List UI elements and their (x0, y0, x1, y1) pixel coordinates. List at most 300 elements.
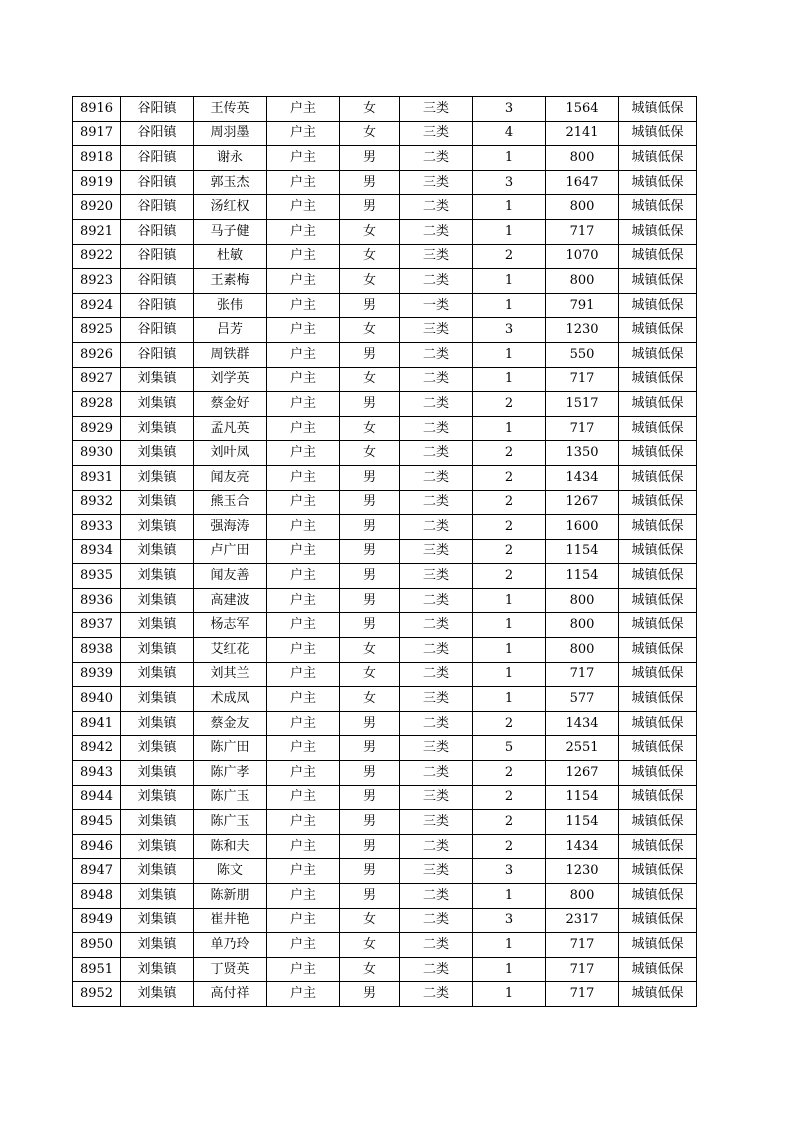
household-size-cell: 1 (473, 933, 546, 958)
household-size-cell: 2 (473, 441, 546, 466)
assistance-type-cell: 城镇低保 (619, 539, 697, 564)
amount-cell: 1647 (546, 170, 619, 195)
gender-cell: 男 (340, 982, 400, 1007)
table-row (73, 539, 697, 564)
name-cell: 孟凡英 (194, 416, 267, 441)
table-row (73, 392, 697, 417)
name-cell: 王传英 (194, 97, 267, 122)
table-row (73, 515, 697, 540)
record-id-cell: 8924 (73, 293, 121, 318)
relation-cell: 户主 (267, 859, 340, 884)
household-size-cell: 1 (473, 219, 546, 244)
town-cell: 刘集镇 (121, 711, 194, 736)
town-cell: 谷阳镇 (121, 170, 194, 195)
category-cell: 三类 (400, 859, 473, 884)
category-cell: 二类 (400, 588, 473, 613)
amount-cell: 800 (546, 884, 619, 909)
assistance-type-cell: 城镇低保 (619, 662, 697, 687)
town-cell: 刘集镇 (121, 662, 194, 687)
record-id-cell: 8947 (73, 859, 121, 884)
amount-cell: 1154 (546, 539, 619, 564)
name-cell: 刘其兰 (194, 662, 267, 687)
assistance-type-cell: 城镇低保 (619, 687, 697, 712)
category-cell: 三类 (400, 170, 473, 195)
relation-cell: 户主 (267, 908, 340, 933)
record-id-cell: 8940 (73, 687, 121, 712)
record-id-cell: 8950 (73, 933, 121, 958)
town-cell: 刘集镇 (121, 588, 194, 613)
name-cell: 吕芳 (194, 318, 267, 343)
household-size-cell: 2 (473, 810, 546, 835)
town-cell: 谷阳镇 (121, 244, 194, 269)
gender-cell: 男 (340, 490, 400, 515)
relation-cell: 户主 (267, 195, 340, 220)
table-row (73, 859, 697, 884)
category-cell: 二类 (400, 146, 473, 171)
household-size-cell: 1 (473, 195, 546, 220)
household-size-cell: 3 (473, 859, 546, 884)
name-cell: 周铁群 (194, 342, 267, 367)
category-cell: 三类 (400, 564, 473, 589)
record-id-cell: 8944 (73, 785, 121, 810)
table-row (73, 146, 697, 171)
household-size-cell: 3 (473, 908, 546, 933)
record-id-cell: 8930 (73, 441, 121, 466)
category-cell: 二类 (400, 441, 473, 466)
town-cell: 刘集镇 (121, 933, 194, 958)
name-cell: 单乃玲 (194, 933, 267, 958)
amount-cell: 717 (546, 662, 619, 687)
assistance-type-cell: 城镇低保 (619, 884, 697, 909)
household-size-cell: 2 (473, 392, 546, 417)
amount-cell: 550 (546, 342, 619, 367)
category-cell: 二类 (400, 367, 473, 392)
assistance-type-cell: 城镇低保 (619, 736, 697, 761)
relation-cell: 户主 (267, 761, 340, 786)
category-cell: 二类 (400, 834, 473, 859)
town-cell: 刘集镇 (121, 957, 194, 982)
category-cell: 二类 (400, 416, 473, 441)
gender-cell: 男 (340, 195, 400, 220)
amount-cell: 800 (546, 146, 619, 171)
record-id-cell: 8927 (73, 367, 121, 392)
assistance-type-cell: 城镇低保 (619, 121, 697, 146)
assistance-type-cell: 城镇低保 (619, 441, 697, 466)
record-id-cell: 8937 (73, 613, 121, 638)
town-cell: 刘集镇 (121, 564, 194, 589)
table-row (73, 564, 697, 589)
record-id-cell: 8926 (73, 342, 121, 367)
table-row (73, 293, 697, 318)
name-cell: 丁贤英 (194, 957, 267, 982)
household-size-cell: 1 (473, 687, 546, 712)
assistance-type-cell: 城镇低保 (619, 834, 697, 859)
record-id-cell: 8948 (73, 884, 121, 909)
record-id-cell: 8922 (73, 244, 121, 269)
gender-cell: 男 (340, 342, 400, 367)
category-cell: 二类 (400, 195, 473, 220)
amount-cell: 717 (546, 957, 619, 982)
assistance-type-cell: 城镇低保 (619, 318, 697, 343)
record-id-cell: 8952 (73, 982, 121, 1007)
town-cell: 谷阳镇 (121, 269, 194, 294)
name-cell: 陈广孝 (194, 761, 267, 786)
assistance-type-cell: 城镇低保 (619, 957, 697, 982)
assistance-type-cell: 城镇低保 (619, 810, 697, 835)
gender-cell: 女 (340, 638, 400, 663)
town-cell: 刘集镇 (121, 441, 194, 466)
category-cell: 二类 (400, 884, 473, 909)
town-cell: 谷阳镇 (121, 342, 194, 367)
record-id-cell: 8933 (73, 515, 121, 540)
household-size-cell: 1 (473, 613, 546, 638)
assistance-type-cell: 城镇低保 (619, 293, 697, 318)
relation-cell: 户主 (267, 416, 340, 441)
gender-cell: 男 (340, 810, 400, 835)
household-size-cell: 2 (473, 490, 546, 515)
category-cell: 二类 (400, 957, 473, 982)
category-cell: 二类 (400, 982, 473, 1007)
category-cell: 二类 (400, 465, 473, 490)
household-size-cell: 1 (473, 662, 546, 687)
table-row (73, 687, 697, 712)
assistance-type-cell: 城镇低保 (619, 711, 697, 736)
category-cell: 二类 (400, 342, 473, 367)
relation-cell: 户主 (267, 957, 340, 982)
household-size-cell: 5 (473, 736, 546, 761)
table-row (73, 219, 697, 244)
gender-cell: 男 (340, 588, 400, 613)
town-cell: 刘集镇 (121, 515, 194, 540)
household-size-cell: 1 (473, 367, 546, 392)
record-id-cell: 8920 (73, 195, 121, 220)
household-size-cell: 3 (473, 97, 546, 122)
table-row (73, 785, 697, 810)
relation-cell: 户主 (267, 687, 340, 712)
record-id-cell: 8941 (73, 711, 121, 736)
name-cell: 郭玉杰 (194, 170, 267, 195)
record-id-cell: 8919 (73, 170, 121, 195)
record-id-cell: 8918 (73, 146, 121, 171)
household-size-cell: 2 (473, 465, 546, 490)
table-row (73, 318, 697, 343)
category-cell: 三类 (400, 810, 473, 835)
household-size-cell: 1 (473, 638, 546, 663)
town-cell: 刘集镇 (121, 859, 194, 884)
gender-cell: 男 (340, 859, 400, 884)
amount-cell: 800 (546, 638, 619, 663)
table-body (73, 97, 697, 1007)
table-row (73, 342, 697, 367)
assistance-type-cell: 城镇低保 (619, 465, 697, 490)
relation-cell: 户主 (267, 121, 340, 146)
amount-cell: 1154 (546, 564, 619, 589)
amount-cell: 1564 (546, 97, 619, 122)
relation-cell: 户主 (267, 834, 340, 859)
name-cell: 高付祥 (194, 982, 267, 1007)
town-cell: 刘集镇 (121, 884, 194, 909)
amount-cell: 1350 (546, 441, 619, 466)
table-row (73, 638, 697, 663)
amount-cell: 577 (546, 687, 619, 712)
name-cell: 刘叶凤 (194, 441, 267, 466)
assistance-type-cell: 城镇低保 (619, 416, 697, 441)
category-cell: 二类 (400, 269, 473, 294)
gender-cell: 男 (340, 785, 400, 810)
record-id-cell: 8923 (73, 269, 121, 294)
record-id-cell: 8936 (73, 588, 121, 613)
town-cell: 刘集镇 (121, 982, 194, 1007)
category-cell: 三类 (400, 687, 473, 712)
name-cell: 谢永 (194, 146, 267, 171)
gender-cell: 男 (340, 146, 400, 171)
record-id-cell: 8951 (73, 957, 121, 982)
assistance-type-cell: 城镇低保 (619, 785, 697, 810)
amount-cell: 1267 (546, 761, 619, 786)
amount-cell: 2317 (546, 908, 619, 933)
category-cell: 二类 (400, 392, 473, 417)
amount-cell: 1230 (546, 859, 619, 884)
assistance-type-cell: 城镇低保 (619, 392, 697, 417)
assistance-type-cell: 城镇低保 (619, 367, 697, 392)
record-id-cell: 8917 (73, 121, 121, 146)
town-cell: 刘集镇 (121, 785, 194, 810)
assistance-type-cell: 城镇低保 (619, 588, 697, 613)
relation-cell: 户主 (267, 97, 340, 122)
assistance-type-cell: 城镇低保 (619, 515, 697, 540)
assistance-type-cell: 城镇低保 (619, 269, 697, 294)
town-cell: 谷阳镇 (121, 146, 194, 171)
gender-cell: 男 (340, 761, 400, 786)
table-row (73, 834, 697, 859)
gender-cell: 女 (340, 441, 400, 466)
assistance-type-cell: 城镇低保 (619, 244, 697, 269)
category-cell: 二类 (400, 711, 473, 736)
town-cell: 刘集镇 (121, 490, 194, 515)
amount-cell: 1517 (546, 392, 619, 417)
record-id-cell: 8921 (73, 219, 121, 244)
amount-cell: 717 (546, 416, 619, 441)
relation-cell: 户主 (267, 342, 340, 367)
name-cell: 马子健 (194, 219, 267, 244)
table-row (73, 810, 697, 835)
household-size-cell: 2 (473, 761, 546, 786)
name-cell: 崔井艳 (194, 908, 267, 933)
category-cell: 三类 (400, 121, 473, 146)
gender-cell: 女 (340, 957, 400, 982)
table-row (73, 884, 697, 909)
town-cell: 刘集镇 (121, 761, 194, 786)
household-size-cell: 2 (473, 564, 546, 589)
household-size-cell: 2 (473, 785, 546, 810)
name-cell: 熊玉合 (194, 490, 267, 515)
gender-cell: 男 (340, 711, 400, 736)
gender-cell: 女 (340, 933, 400, 958)
record-id-cell: 8942 (73, 736, 121, 761)
amount-cell: 1434 (546, 465, 619, 490)
gender-cell: 男 (340, 465, 400, 490)
category-cell: 三类 (400, 318, 473, 343)
town-cell: 谷阳镇 (121, 121, 194, 146)
record-id-cell: 8949 (73, 908, 121, 933)
relation-cell: 户主 (267, 810, 340, 835)
relation-cell: 户主 (267, 219, 340, 244)
town-cell: 刘集镇 (121, 539, 194, 564)
amount-cell: 800 (546, 195, 619, 220)
category-cell: 二类 (400, 490, 473, 515)
name-cell: 卢广田 (194, 539, 267, 564)
gender-cell: 男 (340, 392, 400, 417)
category-cell: 三类 (400, 539, 473, 564)
record-id-cell: 8929 (73, 416, 121, 441)
table-row (73, 711, 697, 736)
category-cell: 二类 (400, 613, 473, 638)
name-cell: 王素梅 (194, 269, 267, 294)
assistance-type-cell: 城镇低保 (619, 195, 697, 220)
relation-cell: 户主 (267, 244, 340, 269)
table-row (73, 490, 697, 515)
table-row (73, 908, 697, 933)
table-row (73, 933, 697, 958)
table-row (73, 121, 697, 146)
town-cell: 谷阳镇 (121, 318, 194, 343)
name-cell: 周羽墨 (194, 121, 267, 146)
household-size-cell: 1 (473, 416, 546, 441)
amount-cell: 1070 (546, 244, 619, 269)
record-id-cell: 8946 (73, 834, 121, 859)
relation-cell: 户主 (267, 539, 340, 564)
record-id-cell: 8945 (73, 810, 121, 835)
household-size-cell: 1 (473, 342, 546, 367)
household-size-cell: 1 (473, 588, 546, 613)
town-cell: 刘集镇 (121, 613, 194, 638)
town-cell: 刘集镇 (121, 638, 194, 663)
household-size-cell: 1 (473, 884, 546, 909)
amount-cell: 717 (546, 367, 619, 392)
amount-cell: 1434 (546, 834, 619, 859)
table-row (73, 170, 697, 195)
table-row (73, 957, 697, 982)
amount-cell: 717 (546, 219, 619, 244)
household-size-cell: 4 (473, 121, 546, 146)
relation-cell: 户主 (267, 662, 340, 687)
record-id-cell: 8934 (73, 539, 121, 564)
amount-cell: 1154 (546, 810, 619, 835)
table-row (73, 195, 697, 220)
table-row (73, 367, 697, 392)
relation-cell: 户主 (267, 367, 340, 392)
town-cell: 刘集镇 (121, 392, 194, 417)
gender-cell: 男 (340, 884, 400, 909)
gender-cell: 女 (340, 908, 400, 933)
gender-cell: 男 (340, 834, 400, 859)
category-cell: 二类 (400, 662, 473, 687)
name-cell: 刘学英 (194, 367, 267, 392)
record-id-cell: 8931 (73, 465, 121, 490)
table-row (73, 761, 697, 786)
household-size-cell: 1 (473, 269, 546, 294)
gender-cell: 女 (340, 269, 400, 294)
household-size-cell: 1 (473, 146, 546, 171)
town-cell: 刘集镇 (121, 810, 194, 835)
record-id-cell: 8939 (73, 662, 121, 687)
assistance-type-cell: 城镇低保 (619, 97, 697, 122)
category-cell: 三类 (400, 785, 473, 810)
name-cell: 陈广田 (194, 736, 267, 761)
amount-cell: 1154 (546, 785, 619, 810)
town-cell: 刘集镇 (121, 687, 194, 712)
town-cell: 刘集镇 (121, 416, 194, 441)
amount-cell: 1434 (546, 711, 619, 736)
amount-cell: 2551 (546, 736, 619, 761)
assistance-type-cell: 城镇低保 (619, 564, 697, 589)
town-cell: 刘集镇 (121, 834, 194, 859)
gender-cell: 女 (340, 244, 400, 269)
household-size-cell: 3 (473, 318, 546, 343)
amount-cell: 800 (546, 269, 619, 294)
gender-cell: 女 (340, 318, 400, 343)
town-cell: 刘集镇 (121, 367, 194, 392)
relation-cell: 户主 (267, 515, 340, 540)
assistance-type-cell: 城镇低保 (619, 613, 697, 638)
record-id-cell: 8916 (73, 97, 121, 122)
table-row (73, 662, 697, 687)
table-row (73, 588, 697, 613)
name-cell: 强海涛 (194, 515, 267, 540)
relation-cell: 户主 (267, 146, 340, 171)
assistance-type-cell: 城镇低保 (619, 933, 697, 958)
category-cell: 三类 (400, 736, 473, 761)
amount-cell: 1600 (546, 515, 619, 540)
table-row (73, 441, 697, 466)
relation-cell: 户主 (267, 933, 340, 958)
relation-cell: 户主 (267, 318, 340, 343)
record-id-cell: 8932 (73, 490, 121, 515)
assistance-type-cell: 城镇低保 (619, 761, 697, 786)
assistance-type-cell: 城镇低保 (619, 490, 697, 515)
assistance-type-cell: 城镇低保 (619, 982, 697, 1007)
category-cell: 二类 (400, 908, 473, 933)
category-cell: 一类 (400, 293, 473, 318)
category-cell: 二类 (400, 515, 473, 540)
relation-cell: 户主 (267, 170, 340, 195)
assistance-type-cell: 城镇低保 (619, 638, 697, 663)
name-cell: 陈广玉 (194, 810, 267, 835)
name-cell: 术成凤 (194, 687, 267, 712)
relation-cell: 户主 (267, 613, 340, 638)
amount-cell: 800 (546, 613, 619, 638)
name-cell: 闻友亮 (194, 465, 267, 490)
category-cell: 三类 (400, 97, 473, 122)
name-cell: 杜敏 (194, 244, 267, 269)
gender-cell: 男 (340, 564, 400, 589)
table-row (73, 416, 697, 441)
relation-cell: 户主 (267, 490, 340, 515)
gender-cell: 男 (340, 170, 400, 195)
amount-cell: 1230 (546, 318, 619, 343)
gender-cell: 男 (340, 515, 400, 540)
household-size-cell: 1 (473, 293, 546, 318)
gender-cell: 男 (340, 613, 400, 638)
relation-cell: 户主 (267, 785, 340, 810)
town-cell: 谷阳镇 (121, 293, 194, 318)
gender-cell: 女 (340, 367, 400, 392)
name-cell: 张伟 (194, 293, 267, 318)
table-row (73, 736, 697, 761)
relation-cell: 户主 (267, 638, 340, 663)
gender-cell: 女 (340, 662, 400, 687)
relation-cell: 户主 (267, 269, 340, 294)
